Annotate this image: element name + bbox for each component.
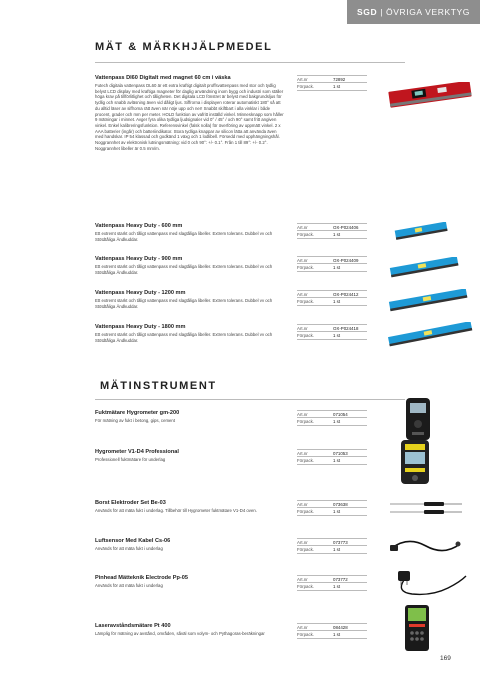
product-spec [297, 75, 367, 91]
article-number-label: Art.nr [297, 501, 308, 507]
header-separator: | [380, 7, 384, 17]
article-number: OX-P024412 [333, 291, 359, 297]
pack-size: 1 st [333, 299, 341, 304]
article-number-label: Art.nr [297, 257, 308, 263]
page-number: 169 [440, 655, 451, 662]
product-spec [297, 256, 367, 272]
pack-size: 1 st [333, 333, 341, 338]
section-divider [95, 399, 405, 400]
product-name: Vattenpass Heavy Duty - 900 mm [95, 256, 183, 262]
pack-size: 1 st [333, 509, 341, 514]
pack-size-label: Förpack. [297, 84, 315, 89]
product-description: Professionell fuktmätare för underlag [95, 457, 166, 462]
pack-size-label: Förpack. [297, 509, 315, 514]
product-spec [297, 575, 367, 591]
article-number-label: Art.nr [297, 291, 308, 297]
pack-size: 1 st [333, 458, 341, 463]
article-number-label: Art.nr [297, 411, 308, 417]
pinhead-electrode-image [388, 566, 468, 598]
product-description: Ett extremt starkt och tåligt vattenpass med slagtåliga libeller. Extrem tolerans. Dubbel vv och Stötdtåliga Ändkuddar. [95, 298, 273, 309]
pack-size: 1 st [333, 584, 341, 589]
brand-name: SGD [356, 7, 378, 17]
pack-size: 1 st [333, 265, 341, 270]
article-number-label: Art.nr [297, 450, 308, 456]
air-sensor-image [388, 532, 464, 560]
digital-level-image [386, 82, 476, 112]
product-description: Används för att mäta fukt i underlag [95, 583, 163, 588]
product-name: Vattenpass Heavy Duty - 600 mm [95, 223, 183, 229]
article-number: OX-P024409 [333, 257, 359, 263]
level-900-image [388, 257, 464, 279]
pack-size-label: Förpack. [297, 458, 315, 463]
article-number-label: Art.nr [297, 576, 308, 582]
product-name: Vattenpass Heavy Duty - 1200 mm [95, 290, 186, 296]
article-number-label: Art.nr [297, 624, 308, 630]
article-number: 084428 [333, 624, 348, 630]
article-number-label: Art.nr [297, 224, 308, 230]
product-description: Lämplig för mätning av avstånd, områden, såväl som volym- och Pythagoras-beräkningar [95, 631, 265, 636]
product-spec [297, 223, 367, 239]
product-description: Futech digitala vattenpass DL60 är ett extra kraftigt digitalt proffsvattenpass med stor och tydlig belyst LCD display med kraftiga magneter för daglig användning inom bygg och industri som ställer höga krav på tillförlitlighet och tåligheten. Det digitala LCD fönstret är belyst med bakgrundsljus för tydlig och snabb avläsning även vid dåligt ljus. Siffrorna i displayen roterar automatiskt 180° så att du alltid läser av siffrorna rätt även när nöje upp och ner! Snabbt skiftbart i alla vinklar i både procent, grader och mm per meter. HOLD funktion av vafritt inställd vinkel. Minnesknapp som håller 9 mätningar i minnet. Avger fyra olika tydliga ljudsignaler vid 0° / 45° / och 90° samt fritt angiven vinkel. Enkel kalibreringsfunktion. Referensvinkel (falsk nolla) för överföring av uppmätt vinkel. 2 x AAA batterier (ingår) och batteriindikator. Stora tydliga knappar av silicon lätta att använda även med handskar. IP 54 klassad och godkänd 1 växg och 1 lodlibell. Försedd med upphängningshål. Noggrannhet av elektronisk lutningsmätning: vid 0 och 90°: +/- 0.1°. Från 1 till 89°: +/- 0.2°. Noggrannhet libeller är 0.5 mm/m. [95, 83, 284, 151]
product-description: Används för att mäta fukt i underlag [95, 546, 163, 551]
product-spec [297, 538, 367, 554]
pack-size: 1 st [333, 232, 341, 237]
level-1800-image [386, 322, 476, 348]
pack-size-label: Förpack. [297, 299, 315, 304]
category-header [347, 0, 480, 24]
section-title-measuring-instruments: MÄTINSTRUMENT [100, 380, 217, 392]
product-spec [297, 290, 367, 306]
product-name: Luftsensor Med Kabel Cs-06 [95, 538, 171, 544]
product-name: Vattenpass Heavy Duty - 1800 mm [95, 324, 186, 330]
product-name: Fuktmätare Hygrometer gm-200 [95, 410, 180, 416]
pack-size-label: Förpack. [297, 265, 315, 270]
brush-electrodes-image [388, 499, 464, 519]
pack-size: 1 st [333, 632, 341, 637]
article-number: 72892 [333, 76, 346, 82]
product-spec [297, 410, 367, 426]
article-number: 073773 [333, 539, 348, 545]
product-name: Hygrometer V1-D4 Professional [95, 449, 179, 455]
pack-size: 1 st [333, 84, 341, 89]
pack-size-label: Förpack. [297, 333, 315, 338]
product-spec [297, 324, 367, 340]
article-number-label: Art.nr [297, 325, 308, 331]
article-number: 071054 [333, 411, 348, 417]
level-600-image [393, 222, 453, 242]
article-number: OX-P024418 [333, 325, 359, 331]
product-name: Vattenpass Dl60 Digitalt med magnet 60 cm i väska [95, 75, 231, 81]
product-description: Ett extremt starkt och tåligt vattenpass med slagtåliga libeller. Extrem tolerans. Dubbel vv och Stötdtåliga Ändkuddar. [95, 231, 273, 242]
pack-size-label: Förpack. [297, 632, 315, 637]
article-number: 073772 [333, 576, 348, 582]
product-name: Pinhead Mätteknik Electrode Pp-05 [95, 575, 188, 581]
article-number: 071053 [333, 450, 348, 456]
article-number: 073638 [333, 501, 348, 507]
section-divider [95, 62, 405, 63]
article-number: OX-P024406 [333, 224, 359, 230]
section-title-measuring-aids: MÄT & MÄRKHJÄLPMEDEL [95, 41, 273, 53]
product-spec [297, 623, 367, 639]
article-number-label: Art.nr [297, 539, 308, 545]
hygrometer-v1d4-image [398, 438, 432, 486]
product-name: Borst Elektroder Set Be-03 [95, 500, 166, 506]
pack-size: 1 st [333, 419, 341, 424]
article-number-label: Art.nr [297, 76, 308, 82]
product-spec [297, 500, 367, 516]
category-name: ÖVRIGA VERKTYG [386, 7, 471, 17]
pack-size-label: Förpack. [297, 584, 315, 589]
pack-size-label: Förpack. [297, 547, 315, 552]
level-1200-image [387, 289, 473, 313]
product-description: Ett extremt starkt och tåligt vattenpass med slagtåliga libeller. Extrem tolerans. Dubbel vv och Stötdtåliga Ändkuddar. [95, 332, 273, 343]
pack-size: 1 st [333, 547, 341, 552]
laser-meter-image [402, 603, 432, 653]
product-description: För mätning av fukt i betong, gips, cement [95, 418, 176, 423]
product-name: Laseravståndsmätare Pt 400 [95, 623, 171, 629]
pack-size-label: Förpack. [297, 232, 315, 237]
product-spec [297, 449, 367, 465]
product-description: Ett extremt starkt och tåligt vattenpass med slagtåliga libeller. Extrem tolerans. Dubbel vv och Stötdtåliga Ändkuddar. [95, 264, 273, 275]
pack-size-label: Förpack. [297, 419, 315, 424]
hygrometer-gm200-image [402, 396, 434, 442]
product-description: Används för att mäta fukt i underlag. Tillbehör till Hygrometer fuktmätare V1-D4 oven. [95, 508, 257, 513]
